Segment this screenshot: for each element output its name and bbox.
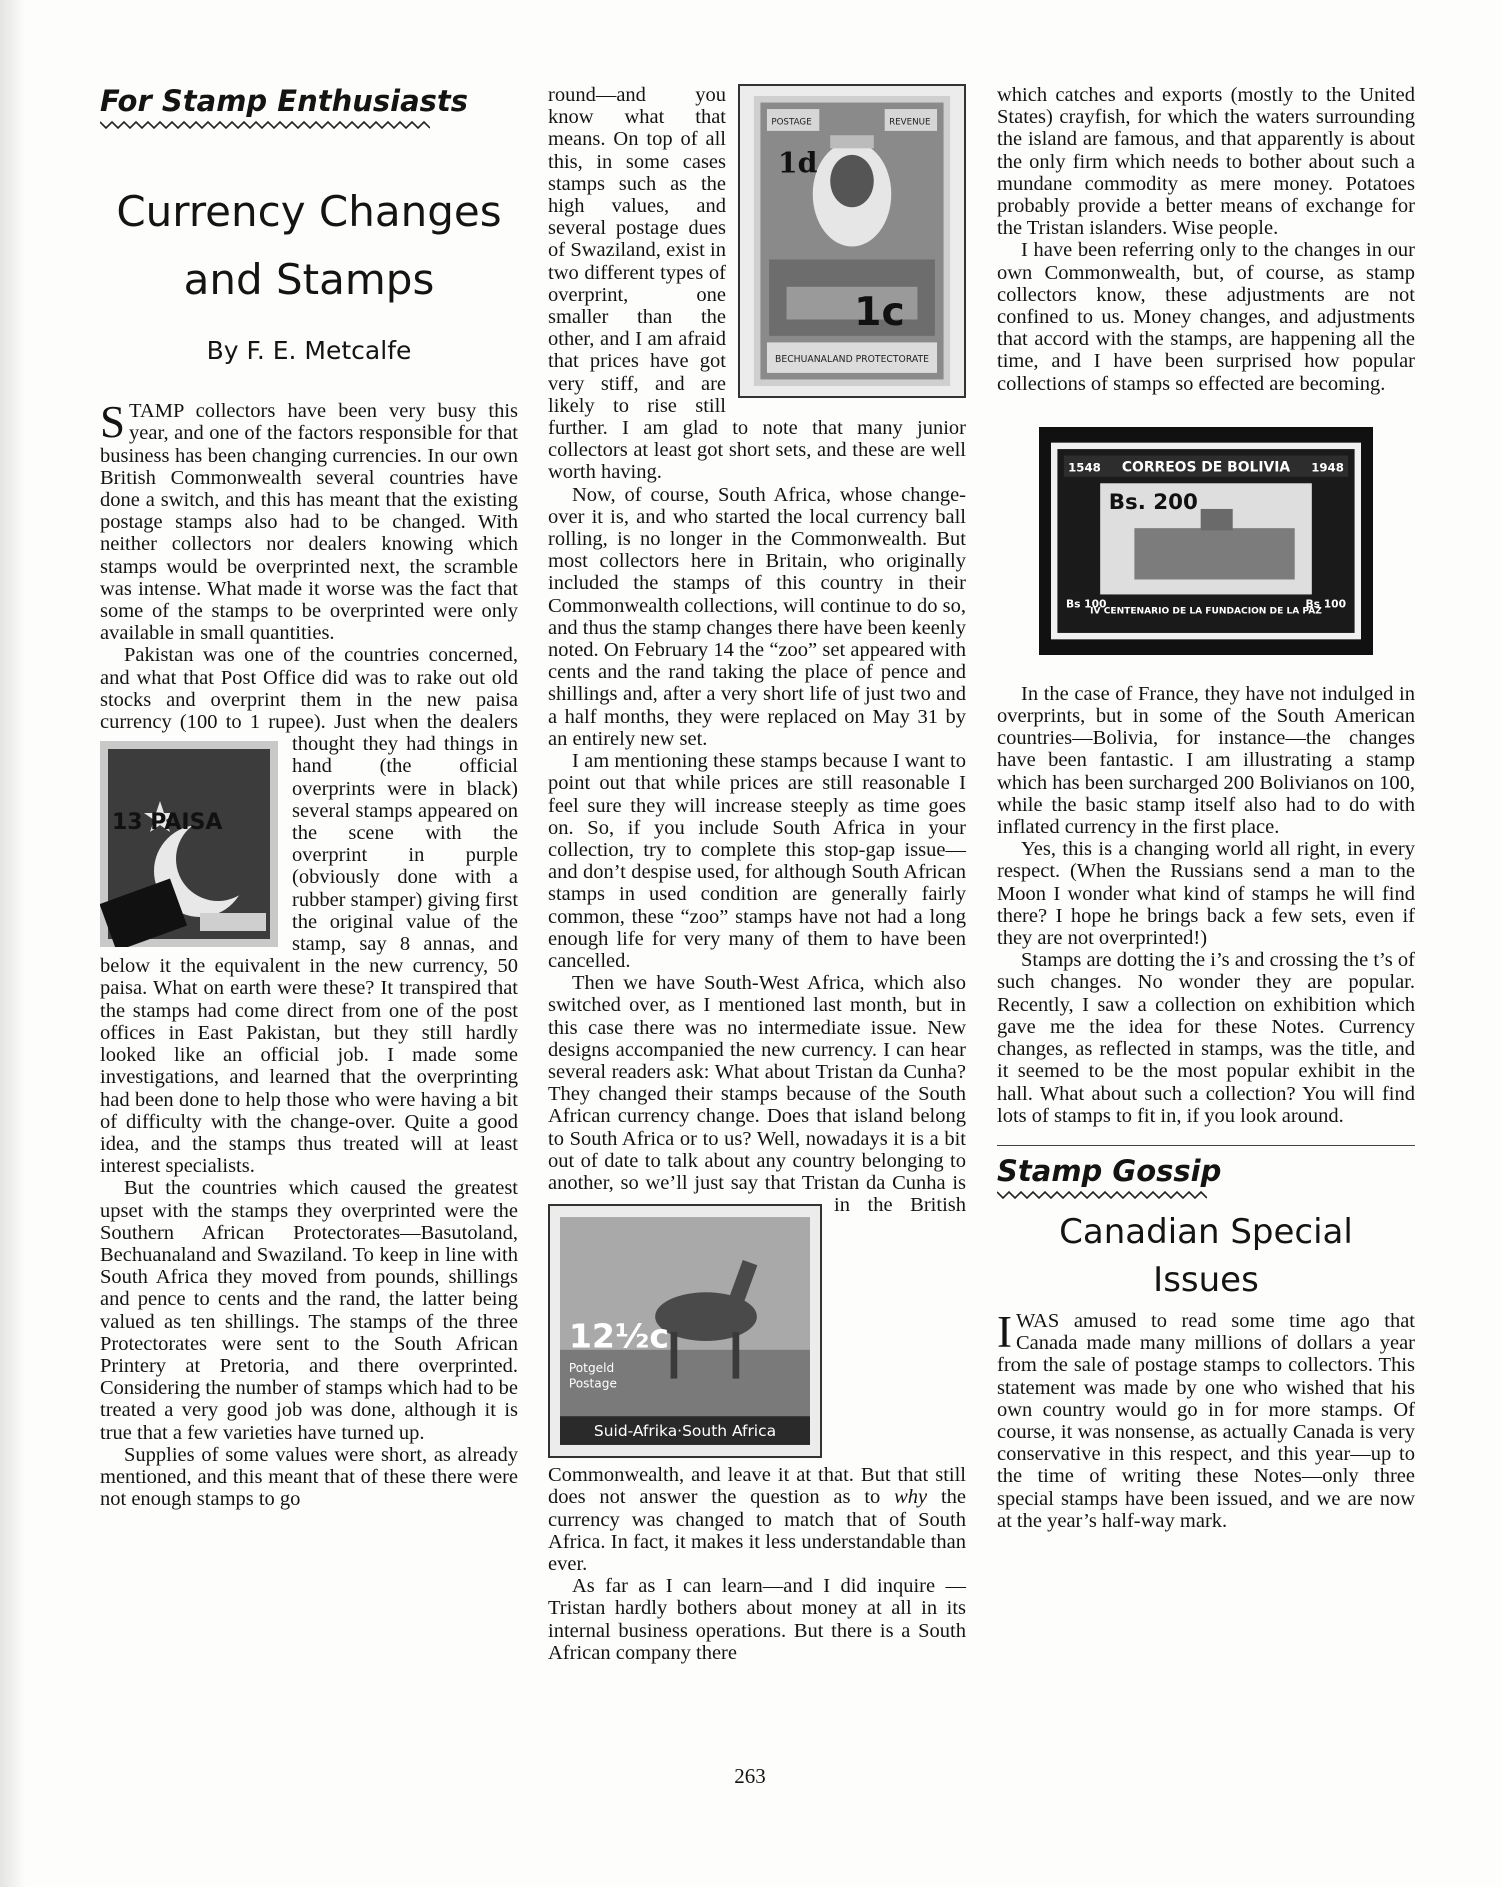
column-2 [548, 84, 966, 1664]
svg-text:1548: 1548 [1068, 460, 1101, 475]
section-heading: For Stamp Enthusiasts [100, 84, 469, 118]
south-africa-stamp-graphic [560, 1216, 810, 1446]
pakistan-overprint: 13 PAISA [112, 810, 223, 836]
pakistan-stamp-image [100, 741, 278, 947]
paragraph: Stamps are dotting the i’s and crossing the t’s of such changes. No wonder they are popular. Recently, I saw a collection on exhibition which gave me the idea for these Notes. Currency changes, as reflected in stamps, was the title, and it seemed to be the most popular exhibit in the hall. What about such a collection? You will find lots of stamps to fit in, if you look around. [997, 949, 1415, 1127]
paragraph: Yes, this is a changing world all right, in every respect. (When the Russians send a man to the Moon I wonder what kind of stamps he will find there? I hope he brings back a few sets, even if they are not overprinted!) [997, 838, 1415, 950]
bolivia-surcharge: Bs. 200 [1108, 489, 1198, 515]
svg-text:POSTAGE: POSTAGE [771, 117, 812, 128]
svg-text:Bs 100: Bs 100 [1305, 597, 1347, 611]
drop-cap: S [100, 397, 126, 448]
svg-text:BECHUANALAND PROTECTORATE: BECHUANALAND PROTECTORATE [775, 354, 929, 366]
paragraph: STAMP collectors have been very busy this year, and one of the factors responsible for that business has been changing currencies. In our own British Commonwealth several countries have done a switch, and this has meant that the existing postage stamps also had to be changed. With neither collectors nor dealers knowing which stamps would be overprinted next, the scramble was intense. What made it worse was the fact that some of the stamps to be overprinted were only available in small quantities. [100, 397, 518, 645]
bolivia-stamp-image [1039, 427, 1373, 655]
paragraph: Then we have South-West Africa, which also switched over, as I mentioned last month, but in this case there was no intermediate issue. New designs accompanied the new currency. I can hear several readers ask: What about Tristan da Cunha? They changed their stamps because of the South African currency change. Does that island belong to South Africa or to us? Well, nowadays it is a bit out of date to talk about any country belonging to another, so we’ll just say 12½c Potgeld Postage Suid-Afrika·South Africa that Tristan da Cunha is in the British Commonwealth, and leave it at that. But that still does not answer the question as to why the currency was changed to match that of South Africa. In fact, it makes it less understandable than ever. [548, 972, 967, 1575]
bechuanaland-stamp-graphic [750, 96, 954, 386]
drop-cap: I [997, 1306, 1012, 1357]
sa-value: 12½c [568, 1316, 670, 1356]
south-africa-stamp-image [548, 1204, 822, 1458]
page-binding-shadow [0, 0, 26, 1887]
svg-text:Postage: Postage [568, 1376, 617, 1391]
column-3 [997, 84, 1415, 1532]
paragraph: which catches and exports (mostly to the United States) crayfish, for which the waters surrounding the island are famous, and that apparently is about the only firm which needs to bother about such a mundane commodity as mere money. Potatoes probably provide a better means of exchange for the Tristan islanders. Wise people. [997, 84, 1415, 240]
paragraph: IWAS amused to read some time ago that Canada made many millions of dollars a year from the sale of postage stamps to collectors. This statement was made by one who wished that his own country would go in for more stamps. Of course, it was nonsense, as actually Canada is very conservative in this respect, and this year—up to the time of writing these Notes—only three special stamps have been issued, and we are now at the year’s half-way mark. [997, 1306, 1415, 1532]
svg-text:Potgeld: Potgeld [568, 1361, 615, 1376]
gossip-title-line-1: Canadian Special [1059, 1211, 1353, 1252]
bechuanaland-stamp-image [738, 84, 966, 398]
column-1 [100, 84, 518, 1510]
paragraph: POSTAGE REVENUE 1d 1c BECHUANALAND PROTECTORATE round—and you know what that means. On top of all this, in some cases stamps such as the high values, and several postage dues of Swaziland, exist in two different types of overprint, one smaller than the other, and I am afraid that prices have got very stiff, and are likely to rise still further. I am glad to note that many junior collectors at least got short sets, and these are well worth having. [548, 84, 966, 484]
gossip-title-line-2: Issues [1153, 1259, 1259, 1300]
pakistan-stamp-graphic [100, 741, 278, 947]
article-title-line-1: Currency Changes [116, 187, 502, 236]
svg-text:Bs 100: Bs 100 [1065, 597, 1107, 611]
gossip-heading: Stamp Gossip [997, 1153, 1222, 1188]
byline: By F. E. Metcalfe [206, 336, 412, 365]
paragraph: But the countries which caused the greatest upset with the stamps they overprinted were the Southern African Protectorates—Basutoland, Bechuanaland and Swaziland. To keep in line with South Africa they moved from pounds, shillings and pence to cents and the rand, the latter being valued as ten shillings. The stamps of the three Protectorates were sent to the South African Printery at Pretoria, and there overprinted. Considering the number of stamps which had to be treated a very good job was done, although it is true that a few varieties have turned up. [100, 1177, 518, 1444]
zigzag-rule [100, 120, 430, 130]
zigzag-rule [997, 1190, 1207, 1200]
svg-text:Suid-Afrika·South Africa: Suid-Afrika·South Africa [593, 1422, 777, 1441]
bolivia-stamp-graphic [1051, 439, 1361, 643]
bechuanaland-surcharge: 1c [854, 289, 905, 335]
article-title-line-2: and Stamps [183, 255, 435, 304]
svg-text:REVENUE: REVENUE [889, 117, 931, 128]
paragraph: I have been referring only to the changes in our own Commonwealth, but, of course, as stamp collectors know, these adjustments are not confined to us. Money changes, and adjustments that accord with the stamps, are happening all the time, and I have been surprised how popular collections of stamps so effected are becoming. [997, 239, 1415, 395]
paragraph: Pakistan was one of the countries concerned, and what that Post Office did was to rake out old stocks and overprint them in the new paisa currency (100 to 1 rupee). Just when the dealers thought they had 13 PAISA things in hand (the official overprints were in black) several stamps appeared on the scene with the overprint in purple (obviously done with a rubber stamper) giving first the original value of the stamp, say 8 annas, and below it the equivalent in the new currency, 50 paisa. What on earth were these? It transpired that the stamps had come direct from one of the post offices in East Pakistan, but they still hardly looked like an official job. I made some investigations, and learned that the overprinting had been done to help those who were having a bit of difficulty with the change-over. Quite a good idea, and the stamps thus treated will at least interest specialists. [100, 644, 519, 1178]
section-divider [997, 1145, 1415, 1146]
paragraph: As far as I can learn—and I did inquire —Tristan hardly bothers about money at all in its internal business operations. But there is a South African company there [548, 1575, 966, 1664]
paragraph: Supplies of some values were short, as already mentioned, and this meant that of these there were not enough stamps to go [100, 1443, 518, 1511]
svg-text:CORREOS DE BOLIVIA: CORREOS DE BOLIVIA [1121, 459, 1291, 476]
paragraph: I am mentioning these stamps because I want to point out that while prices are still reasonable I feel sure they will increase steeply as time goes on. So, if you include South Africa in your collection, try to complete this stop-gap issue—and don’t despise used, for although South African stamps in used condition are generally fairly common, these “zoo” stamps have not had a long enough life for very many of them to have been cancelled. [548, 750, 966, 972]
svg-text:IV CENTENARIO DE LA FUNDACION: IV CENTENARIO DE LA FUNDACION DE LA PAZ [1090, 606, 1322, 617]
paragraph: In the case of France, they have not indulged in overprints, but in some of the South American countries—Bolivia, for instance—the changes have been fantastic. I am illustrating a stamp which has been surcharged 200 Bolivianos on 100, while the basic stamp itself also had to do with inflated currency in the first place. [997, 682, 1415, 839]
page-number: 263 [734, 1764, 766, 1788]
svg-text:1d: 1d [777, 145, 818, 180]
svg-text:1948: 1948 [1311, 460, 1344, 475]
paragraph: Now, of course, South Africa, whose change-over it is, and who started the local currency ball rolling, is no longer in the Commonwealth. But most collectors here in Britain, who originally included the stamps of this country in their Commonwealth collections, will continue to do so, and thus the stamp changes there have been keenly noted. On February 14 the “zoo” set appeared with cents and the rand taking the place of pence and shillings and, after a very short life of just two and a half months, they were replaced on May 31 by an entirely new set. [548, 483, 966, 750]
